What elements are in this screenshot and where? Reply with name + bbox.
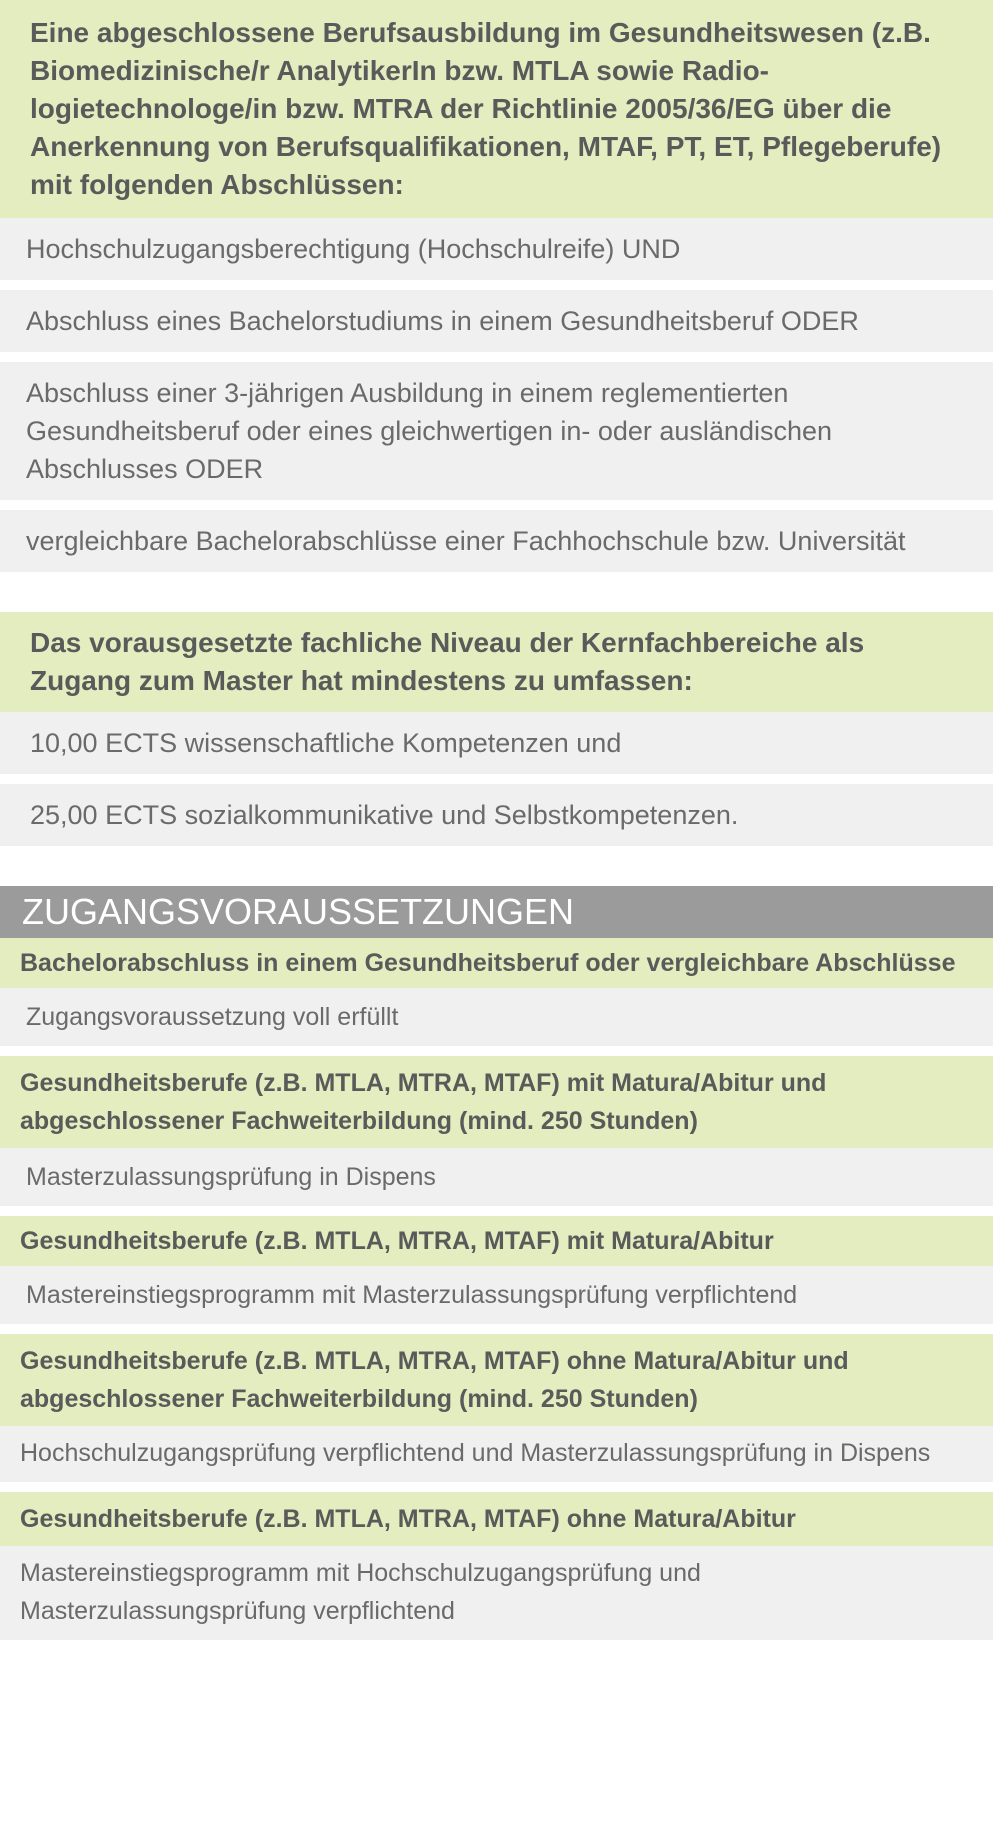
requirement-group — [0, 938, 993, 1046]
requirement-header: Gesundheitsberufe (z.B. MTLA, MTRA, MTAF) ohne Matura/Abitur — [0, 1492, 993, 1546]
requirement-group — [0, 1216, 993, 1324]
core-level-section — [0, 612, 993, 846]
requirement-header: Gesundheitsberufe (z.B. MTLA, MTRA, MTAF) mit Matura/Abitur und abgeschlossener Fachweiterbildung (mind. 250 Stunden) — [0, 1056, 993, 1148]
requirement-group — [0, 1334, 993, 1482]
requirement-group — [0, 1492, 993, 1640]
ects-item: 25,00 ECTS sozialkommunikative und Selbstkompetenzen. — [0, 784, 993, 846]
requirement-header: Gesundheitsberufe (z.B. MTLA, MTRA, MTAF) mit Matura/Abitur — [0, 1216, 993, 1266]
requirement-group — [0, 1056, 993, 1206]
requirement-text: Zugangsvoraussetzung voll erfüllt — [0, 988, 993, 1046]
qualification-header: Eine abgeschlossene Berufsausbildung im Gesundheitswesen (z.B. Biomedizinische/r AnalytikerIn bzw. MTLA sowie Radiologietechnologe/in bzw. MTRA der Richtlinie 2005/36/EG über die Anerkennung von Berufsqualifikationen, MTAF, PT, ET, Pflegeberufe) mit folgenden Abschlüssen: — [0, 0, 993, 218]
requirement-text: Masterzulassungsprüfung in Dispens — [0, 1148, 993, 1206]
core-level-header: Das vorausgesetzte fachliche Niveau der Kernfachbereiche als Zugang zum Master hat mindestens zu umfassen: — [0, 612, 993, 712]
qualification-item: Abschluss eines Bachelorstudiums in einem Gesundheitsberuf ODER — [0, 290, 993, 352]
requirement-text: Hochschulzugangsprüfung verpflichtend und Masterzulassungsprüfung in Dispens — [0, 1426, 993, 1482]
access-requirements-section — [0, 886, 993, 1640]
qualification-item: Abschluss einer 3-jährigen Ausbildung in einem reglementierten Gesundheitsberuf oder eines gleichwertigen in- oder ausländischen Abschlusses ODER — [0, 362, 993, 500]
qualification-section — [0, 0, 993, 572]
qualification-item: Hochschulzugangsberechtigung (Hochschulreife) UND — [0, 218, 993, 280]
access-requirements-title: ZUGANGSVORAUSSETZUNGEN — [0, 886, 993, 938]
requirement-text: Mastereinstiegsprogramm mit Masterzulassungsprüfung verpflichtend — [0, 1266, 993, 1324]
requirement-header: Gesundheitsberufe (z.B. MTLA, MTRA, MTAF) ohne Matura/Abitur und abgeschlossener Fachweiterbildung (mind. 250 Stunden) — [0, 1334, 993, 1426]
ects-item: 10,00 ECTS wissenschaftliche Kompetenzen und — [0, 712, 993, 774]
qualification-item: vergleichbare Bachelorabschlüsse einer Fachhochschule bzw. Universität — [0, 510, 993, 572]
requirement-text: Mastereinstiegsprogramm mit Hochschulzugangsprüfung und Masterzulassungsprüfung verpflichtend — [0, 1546, 993, 1640]
requirement-header: Bachelorabschluss in einem Gesundheitsberuf oder vergleichbare Abschlüsse — [0, 938, 993, 988]
